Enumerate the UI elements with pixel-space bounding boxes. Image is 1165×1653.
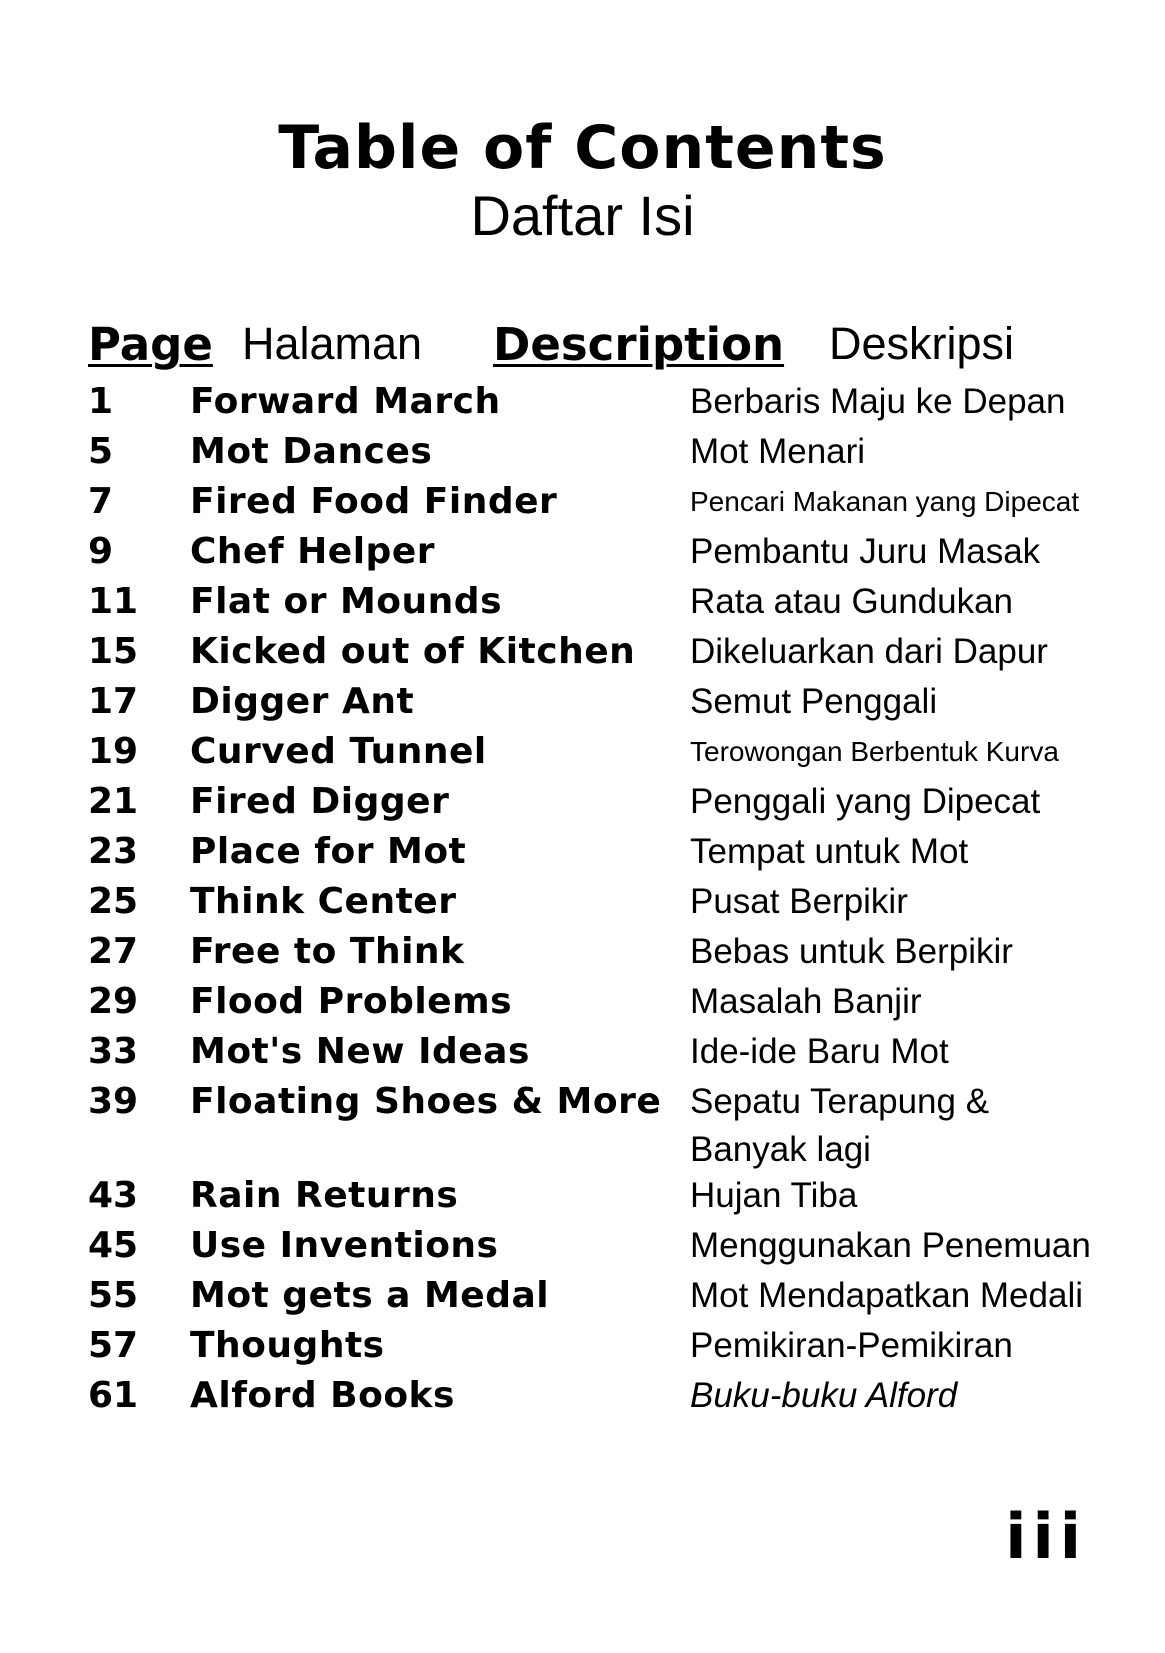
entry-title-english: Curved Tunnel	[190, 731, 487, 772]
toc-entry	[0, 1272, 1165, 1322]
entry-title-indonesian: Mot Mendapatkan Medali	[690, 1276, 1083, 1315]
entry-page-number: 45	[88, 1225, 139, 1266]
entry-title-indonesian: Pusat Berpikir	[690, 882, 908, 921]
entry-title-indonesian: Semut Penggali	[690, 682, 938, 721]
entry-title-english: Thoughts	[190, 1325, 385, 1366]
header-page: Page	[88, 318, 213, 371]
entry-page-number: 21	[88, 781, 139, 822]
entry-page-number: 7	[88, 481, 114, 522]
toc-entry	[0, 1222, 1165, 1272]
entry-title-indonesian: Rata atau Gundukan	[690, 582, 1014, 621]
entry-title-english: Kicked out of Kitchen	[190, 631, 636, 672]
entry-page-number: 1	[88, 381, 114, 422]
entry-title-indonesian: Berbaris Maju ke Depan	[690, 382, 1066, 421]
entry-title-indonesian: Pemikiran-Pemikiran	[690, 1326, 1013, 1365]
entry-title-english: Flood Problems	[190, 981, 513, 1022]
entry-title-english: Floating Shoes & More	[190, 1081, 662, 1122]
toc-entry	[0, 478, 1165, 528]
entry-title-english: Flat or Mounds	[190, 581, 502, 622]
title-block	[0, 112, 1165, 249]
toc-entry	[0, 1322, 1165, 1372]
entry-title-english: Alford Books	[190, 1375, 455, 1416]
entry-title-english: Fired Food Finder	[190, 481, 558, 522]
entry-title-english: Think Center	[190, 881, 457, 922]
entry-page-number: 17	[88, 681, 139, 722]
entry-title-indonesian: Sepatu Terapung & Banyak lagi	[690, 1082, 990, 1169]
entry-title-indonesian: Pencari Makanan yang Dipecat	[690, 486, 1080, 517]
entry-title-english: Fired Digger	[190, 781, 450, 822]
entry-page-number: 43	[88, 1175, 139, 1216]
entry-page-number: 9	[88, 531, 114, 572]
toc-entry	[0, 1078, 1165, 1172]
entry-title-indonesian: Masalah Banjir	[690, 982, 922, 1021]
toc-entry	[0, 378, 1165, 428]
entry-title-indonesian: Bebas untuk Berpikir	[690, 932, 1013, 971]
entry-title-english: Place for Mot	[190, 831, 467, 872]
toc-entry	[0, 778, 1165, 828]
column-headers	[0, 318, 1165, 378]
entry-page-number: 25	[88, 881, 139, 922]
entry-title-indonesian: Pembantu Juru Masak	[690, 532, 1041, 571]
entry-title-indonesian: Menggunakan Penemuan	[690, 1226, 1091, 1265]
toc-entry	[0, 578, 1165, 628]
toc-entry	[0, 1372, 1165, 1422]
entry-page-number: 15	[88, 631, 139, 672]
header-halaman: Halaman	[242, 318, 423, 369]
toc-entry	[0, 1028, 1165, 1078]
header-description: Description	[493, 318, 785, 371]
page-number: iii	[1005, 1500, 1087, 1573]
entry-title-indonesian: Buku-buku Alford	[690, 1376, 958, 1415]
entry-title-indonesian: Hujan Tiba	[690, 1176, 858, 1215]
entry-page-number: 27	[88, 931, 139, 972]
entry-title-indonesian: Dikeluarkan dari Dapur	[690, 632, 1048, 671]
entry-title-english: Use Inventions	[190, 1225, 499, 1266]
entry-title-english: Free to Think	[190, 931, 465, 972]
toc-entry	[0, 728, 1165, 778]
entry-title-english: Digger Ant	[190, 681, 415, 722]
entry-page-number: 11	[88, 581, 139, 622]
toc-list	[0, 378, 1165, 1422]
toc-entry	[0, 978, 1165, 1028]
toc-entry	[0, 528, 1165, 578]
entry-page-number: 61	[88, 1375, 139, 1416]
entry-title-indonesian: Tempat untuk Mot	[690, 832, 969, 871]
header-deskripsi: Deskripsi	[829, 318, 1015, 369]
toc-entry	[0, 878, 1165, 928]
toc-entry	[0, 828, 1165, 878]
entry-title-english: Mot Dances	[190, 431, 433, 472]
entry-page-number: 23	[88, 831, 139, 872]
entry-title-english: Rain Returns	[190, 1175, 459, 1216]
page-title: Table of Contents	[278, 113, 887, 183]
page-subtitle: Daftar Isi	[470, 184, 695, 247]
entry-page-number: 19	[88, 731, 139, 772]
entry-page-number: 33	[88, 1031, 139, 1072]
toc-entry	[0, 1172, 1165, 1222]
entry-page-number: 29	[88, 981, 139, 1022]
toc-entry	[0, 428, 1165, 478]
toc-entry	[0, 928, 1165, 978]
entry-title-english: Mot gets a Medal	[190, 1275, 550, 1316]
entry-page-number: 39	[88, 1081, 139, 1122]
entry-title-indonesian: Ide-ide Baru Mot	[690, 1032, 949, 1071]
toc-entry	[0, 628, 1165, 678]
entry-title-indonesian: Penggali yang Dipecat	[690, 782, 1041, 821]
entry-page-number: 5	[88, 431, 114, 472]
entry-title-indonesian: Terowongan Berbentuk Kurva	[690, 736, 1059, 767]
entry-page-number: 55	[88, 1275, 139, 1316]
toc-entry	[0, 678, 1165, 728]
entry-title-english: Chef Helper	[190, 531, 435, 572]
entry-title-english: Mot's New Ideas	[190, 1031, 530, 1072]
entry-page-number: 57	[88, 1325, 139, 1366]
entry-title-english: Forward March	[190, 381, 501, 422]
entry-title-indonesian: Mot Menari	[690, 432, 866, 471]
